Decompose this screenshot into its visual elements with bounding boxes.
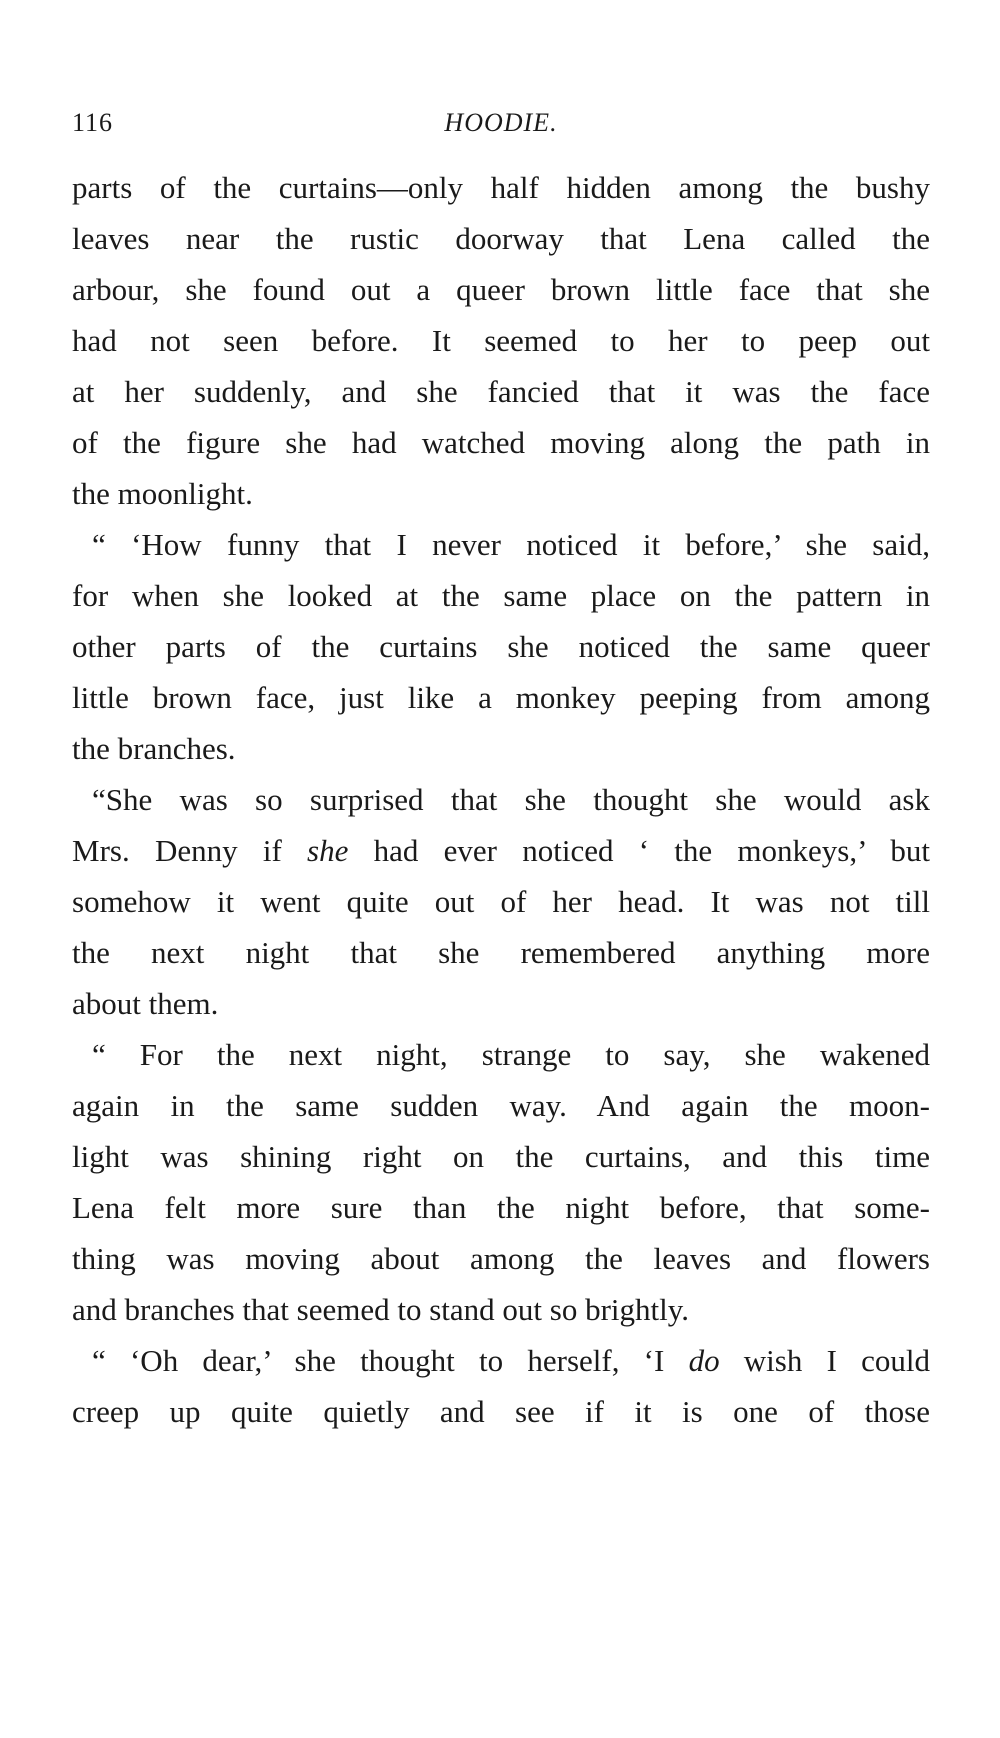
text-line: and branches that seemed to stand out so brightly. (72, 1292, 689, 1327)
emphasis: she (307, 833, 349, 868)
body-text (72, 162, 930, 1437)
text-line: the next night that she remembered anything more (72, 935, 930, 970)
text-line: light was shining right on the curtains, and this time (72, 1139, 930, 1174)
text-line: had not seen before. It seemed to her to peep out (72, 323, 930, 358)
text-line: Lena felt more sure than the night before, that some- (72, 1190, 930, 1225)
text-line-segment: had ever noticed ‘ the monkeys,’ but (348, 833, 930, 868)
text-line: about them. (72, 986, 219, 1021)
text-line: thing was moving about among the leaves and flowers (72, 1241, 930, 1276)
text-line: again in the same sudden way. And again the moon- (72, 1088, 930, 1123)
text-line-segment: Mrs. Denny if (72, 833, 308, 868)
text-line: “She was so surprised that she thought she would ask (92, 782, 930, 817)
text-line-segment: wish I could (719, 1343, 930, 1378)
text-line: leaves near the rustic doorway that Lena called the (72, 221, 930, 256)
emphasis: do (688, 1343, 720, 1378)
page-number: 116 (72, 108, 114, 137)
text-line (72, 1335, 930, 1386)
running-head (72, 108, 930, 148)
text-line: arbour, she found out a queer brown little face that she (72, 272, 930, 307)
text-line (72, 825, 930, 876)
text-line: little brown face, just like a monkey peeping from among (72, 680, 930, 715)
text-line: somehow it went quite out of her head. It was not till (72, 884, 930, 919)
text-line: “ ‘How funny that I never noticed it before,’ she said, (92, 527, 930, 562)
text-line: of the figure she had watched moving along the path in (72, 425, 930, 460)
text-line: “ For the next night, strange to say, she wakened (92, 1037, 930, 1072)
text-line: other parts of the curtains she noticed the same queer (72, 629, 930, 664)
text-line: the branches. (72, 731, 236, 766)
text-line: parts of the curtains—only half hidden among the bushy (72, 170, 930, 205)
text-line: the moonlight. (72, 476, 253, 511)
text-line-segment: “ ‘Oh dear,’ she thought to herself, ‘I (92, 1343, 689, 1378)
running-title: HOODIE. (444, 108, 558, 137)
text-line: for when she looked at the same place on the pattern in (72, 578, 930, 613)
text-line: at her suddenly, and she fancied that it was the face (72, 374, 930, 409)
text-line: creep up quite quietly and see if it is one of those (72, 1394, 930, 1429)
